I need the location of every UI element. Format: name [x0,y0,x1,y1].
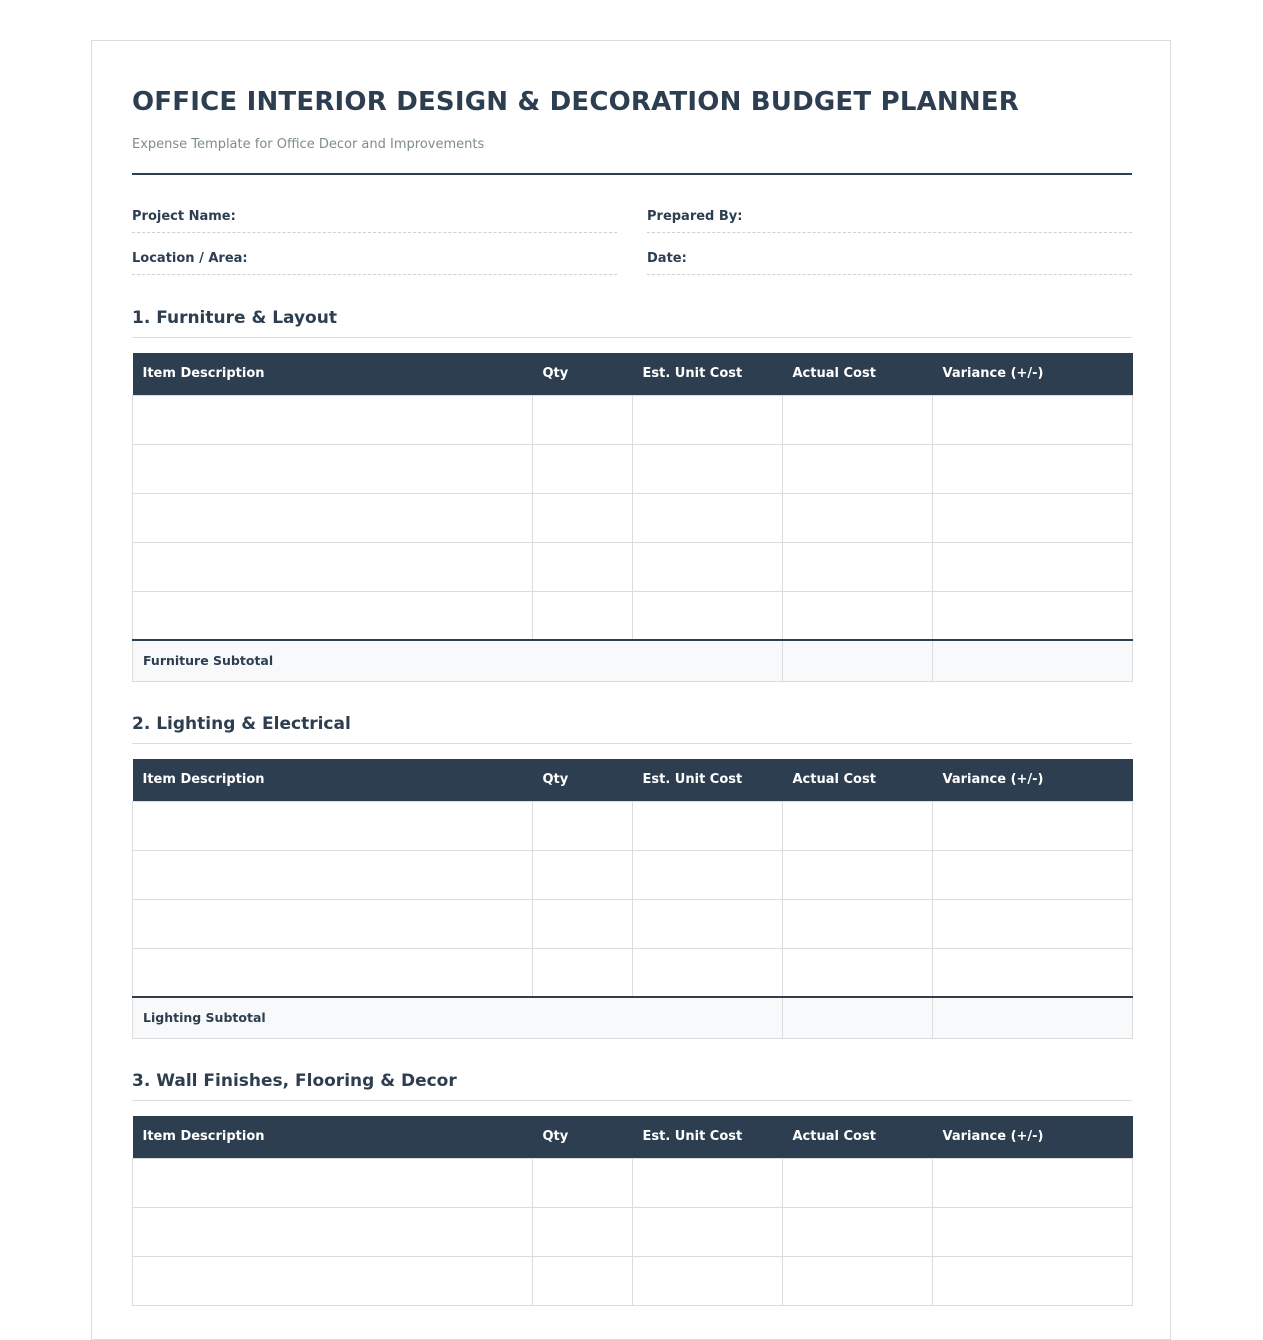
variance-cell[interactable] [933,542,1133,591]
est-unit-cost-cell[interactable] [633,1158,783,1207]
column-header-actual-cost: Actual Cost [783,353,933,395]
date-field[interactable] [647,249,1132,275]
column-header-qty: Qty [533,353,633,395]
est-unit-cost-cell[interactable] [633,493,783,542]
table-row [133,542,1133,591]
subtotal-actual-cost-cell[interactable] [783,997,933,1038]
item-description-cell[interactable] [133,493,533,542]
variance-cell[interactable] [933,850,1133,899]
actual-cost-cell[interactable] [783,1256,933,1305]
actual-cost-cell[interactable] [783,395,933,444]
column-header-variance: Variance (+/-) [933,759,1133,801]
variance-cell[interactable] [933,1158,1133,1207]
table-row [133,1158,1133,1207]
table-row [133,899,1133,948]
actual-cost-cell[interactable] [783,801,933,850]
date-label: Date: [647,251,687,266]
actual-cost-cell[interactable] [783,1158,933,1207]
subtotal-row [133,997,1133,1038]
variance-cell[interactable] [933,899,1133,948]
variance-cell[interactable] [933,591,1133,640]
variance-cell[interactable] [933,1256,1133,1305]
column-header-est-unit-cost: Est. Unit Cost [633,759,783,801]
item-description-cell[interactable] [133,542,533,591]
column-header-variance: Variance (+/-) [933,1116,1133,1158]
table-header-row [133,1116,1133,1158]
est-unit-cost-cell[interactable] [633,591,783,640]
subtotal-label: Furniture Subtotal [133,640,783,681]
qty-cell[interactable] [533,1158,633,1207]
est-unit-cost-cell[interactable] [633,1207,783,1256]
prepared-by-field[interactable] [647,207,1132,233]
variance-cell[interactable] [933,801,1133,850]
location-field[interactable] [132,249,617,275]
column-header-qty: Qty [533,1116,633,1158]
variance-cell[interactable] [933,948,1133,997]
table-header-row [133,353,1133,395]
actual-cost-cell[interactable] [783,850,933,899]
actual-cost-cell[interactable] [783,899,933,948]
subtotal-row [133,640,1133,681]
column-header-actual-cost: Actual Cost [783,759,933,801]
actual-cost-cell[interactable] [783,948,933,997]
item-description-cell[interactable] [133,1158,533,1207]
project-name-label: Project Name: [132,209,236,224]
est-unit-cost-cell[interactable] [633,801,783,850]
table-row [133,1207,1133,1256]
item-description-cell[interactable] [133,444,533,493]
column-header-est-unit-cost: Est. Unit Cost [633,1116,783,1158]
table-row [133,850,1133,899]
table-row [133,948,1133,997]
section-title-wall-finishes [132,1071,1132,1101]
section-title-lighting [132,714,1132,744]
qty-cell[interactable] [533,591,633,640]
qty-cell[interactable] [533,542,633,591]
table-row [133,1256,1133,1305]
est-unit-cost-cell[interactable] [633,444,783,493]
actual-cost-cell[interactable] [783,591,933,640]
est-unit-cost-cell[interactable] [633,899,783,948]
column-header-variance: Variance (+/-) [933,353,1133,395]
table-row [133,493,1133,542]
wall-finishes-table [132,1116,1133,1306]
actual-cost-cell[interactable] [783,1207,933,1256]
column-header-item-description: Item Description [133,353,533,395]
item-description-cell[interactable] [133,1256,533,1305]
item-description-cell[interactable] [133,801,533,850]
qty-cell[interactable] [533,1207,633,1256]
column-header-qty: Qty [533,759,633,801]
project-name-field[interactable] [132,207,617,233]
document-subtitle: Expense Template for Office Decor and Improvements [132,137,485,152]
budget-planner-page [91,40,1171,1340]
est-unit-cost-cell[interactable] [633,1256,783,1305]
actual-cost-cell[interactable] [783,444,933,493]
table-row [133,801,1133,850]
est-unit-cost-cell[interactable] [633,948,783,997]
table-row [133,395,1133,444]
section-title-text: 3. Wall Finishes, Flooring & Decor [132,1071,457,1091]
section-title-text: 1. Furniture & Layout [132,308,337,328]
table-header-row [133,759,1133,801]
subtotal-variance-cell[interactable] [933,997,1133,1038]
prepared-by-label: Prepared By: [647,209,743,224]
section-title-text: 2. Lighting & Electrical [132,714,351,734]
item-description-cell[interactable] [133,591,533,640]
furniture-table [132,353,1133,682]
qty-cell[interactable] [533,1256,633,1305]
qty-cell[interactable] [533,444,633,493]
column-header-item-description: Item Description [133,759,533,801]
qty-cell[interactable] [533,395,633,444]
item-description-cell[interactable] [133,948,533,997]
actual-cost-cell[interactable] [783,493,933,542]
table-row [133,444,1133,493]
document-title: OFFICE INTERIOR DESIGN & DECORATION BUDGET PLANNER [132,87,1020,117]
subtotal-label: Lighting Subtotal [133,997,783,1038]
column-header-actual-cost: Actual Cost [783,1116,933,1158]
table-row [133,591,1133,640]
actual-cost-cell[interactable] [783,542,933,591]
title-divider [132,173,1132,175]
item-description-cell[interactable] [133,1207,533,1256]
variance-cell[interactable] [933,395,1133,444]
qty-cell[interactable] [533,801,633,850]
subtotal-variance-cell[interactable] [933,640,1133,681]
est-unit-cost-cell[interactable] [633,395,783,444]
lighting-table [132,759,1133,1039]
qty-cell[interactable] [533,850,633,899]
variance-cell[interactable] [933,444,1133,493]
est-unit-cost-cell[interactable] [633,542,783,591]
variance-cell[interactable] [933,1207,1133,1256]
item-description-cell[interactable] [133,899,533,948]
qty-cell[interactable] [533,948,633,997]
item-description-cell[interactable] [133,395,533,444]
column-header-item-description: Item Description [133,1116,533,1158]
item-description-cell[interactable] [133,850,533,899]
section-title-furniture [132,308,1132,338]
qty-cell[interactable] [533,493,633,542]
column-header-est-unit-cost: Est. Unit Cost [633,353,783,395]
variance-cell[interactable] [933,493,1133,542]
qty-cell[interactable] [533,899,633,948]
subtotal-actual-cost-cell[interactable] [783,640,933,681]
est-unit-cost-cell[interactable] [633,850,783,899]
location-label: Location / Area: [132,251,248,266]
